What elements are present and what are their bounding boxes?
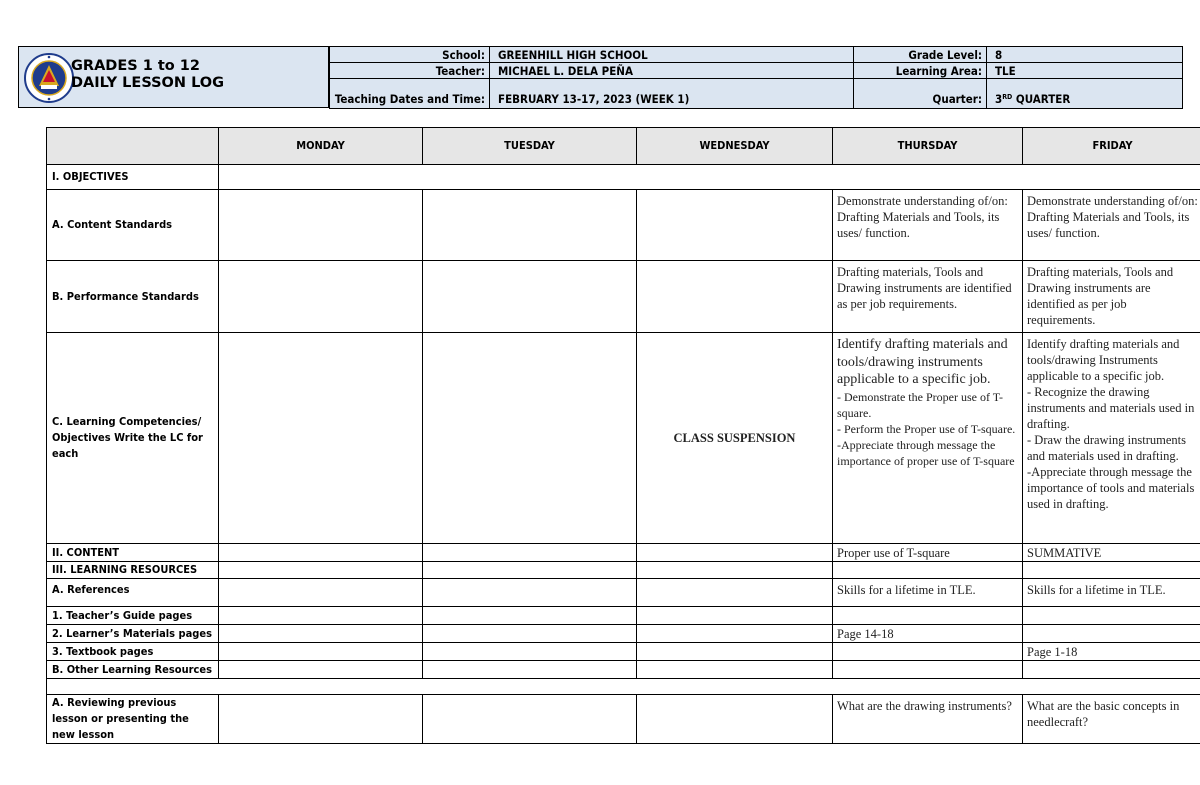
- tue-tg-pages: [423, 607, 637, 625]
- thu-competency-item-3: -Appreciate through message the importance of proper use of T-square: [837, 438, 1015, 469]
- title-line-2: DAILY LESSON LOG: [71, 75, 225, 91]
- table-row: [47, 165, 1200, 190]
- thu-tg-pages: [833, 607, 1023, 625]
- thu-competencies: [833, 333, 1023, 544]
- fri-performance-standards: Drafting materials, Tools and Drawing instruments are identified as per job requirements.: [1023, 261, 1200, 333]
- fri-content-standards: [1023, 190, 1200, 261]
- mon-lm-pages: [219, 625, 423, 643]
- grade-level-label: Grade Level:: [854, 47, 987, 63]
- thu-lm-pages: Page 14-18: [833, 625, 1023, 643]
- tue-textbook-pages: [423, 643, 637, 661]
- mon-references: [219, 579, 423, 607]
- fri-cs-line-1: Demonstrate understanding of/on:: [1027, 194, 1198, 208]
- thu-performance-standards: Drafting materials, Tools and Drawing instruments are identified as per job requirements.: [833, 261, 1023, 333]
- fri-cs-line-2: Drafting Materials and Tools, its uses/ function.: [1027, 210, 1190, 240]
- wed-content-standards: [637, 190, 833, 261]
- objectives-span-cell: [219, 165, 1200, 190]
- teaching-dates-value: FEBRUARY 13-17, 2023 (WEEK 1): [490, 79, 854, 109]
- tue-resources: [423, 562, 637, 579]
- quarter-word: QUARTER: [1012, 92, 1071, 106]
- row-label-textbook-pages: 3. Textbook pages: [47, 643, 219, 661]
- fri-textbook-pages: Page 1-18: [1023, 643, 1200, 661]
- thu-resources: [833, 562, 1023, 579]
- mon-reviewing: [219, 695, 423, 744]
- teaching-dates-label: Teaching Dates and Time:: [330, 79, 490, 109]
- tue-content-standards: [423, 190, 637, 261]
- day-thursday: THURSDAY: [833, 128, 1023, 165]
- day-tuesday: TUESDAY: [423, 128, 637, 165]
- thu-competency-item-2: - Perform the Proper use of T-square.: [837, 421, 1016, 436]
- thu-content-standards: [833, 190, 1023, 261]
- tue-lm-pages: [423, 625, 637, 643]
- wed-lm-pages: [637, 625, 833, 643]
- table-row: [47, 190, 1200, 261]
- table-row: [47, 695, 1200, 744]
- teacher-value: MICHAEL L. DELA PEÑA: [490, 63, 854, 79]
- thu-textbook-pages: [833, 643, 1023, 661]
- row-label-learning-resources: III. LEARNING RESOURCES: [47, 562, 219, 579]
- table-row: [47, 643, 1200, 661]
- tue-content: [423, 544, 637, 562]
- table-row: [47, 625, 1200, 643]
- thu-cs-line-2: Drafting Materials and Tools, its uses/ function.: [837, 210, 1000, 240]
- teacher-label: Teacher:: [330, 63, 490, 79]
- quarter-number: 3: [995, 92, 1003, 106]
- tue-competencies: [423, 333, 637, 544]
- thu-competency-main: Identify drafting materials and tools/drawing instruments applicable to a specific job.: [837, 337, 1008, 387]
- thu-reviewing: What are the drawing instruments?: [833, 695, 1023, 744]
- wed-reviewing: [637, 695, 833, 744]
- mon-competencies: [219, 333, 423, 544]
- fri-competency-item-3: -Appreciate through message the importance of tools and materials used in drafting.: [1027, 465, 1195, 511]
- table-row: [47, 562, 1200, 579]
- row-label-tg-pages: 1. Teacher’s Guide pages: [47, 607, 219, 625]
- page-title: [71, 58, 224, 92]
- quarter-ordinal: RD: [1002, 93, 1013, 101]
- grade-level-value: 8: [987, 47, 1183, 63]
- row-label-performance-standards: B. Performance Standards: [47, 261, 219, 333]
- daily-log-table: [46, 127, 1200, 744]
- table-row: [47, 607, 1200, 625]
- mon-performance-standards: [219, 261, 423, 333]
- day-header-row: [47, 128, 1200, 165]
- thu-references: Skills for a lifetime in TLE.: [833, 579, 1023, 607]
- thu-other-resources: [833, 661, 1023, 679]
- thu-cs-line-1: Demonstrate understanding of/on:: [837, 194, 1008, 208]
- mon-content: [219, 544, 423, 562]
- wed-resources: [637, 562, 833, 579]
- quarter-label: Quarter:: [854, 79, 987, 109]
- row-label-competencies: C. Learning Competencies/ Objectives Write the LC for each: [47, 333, 219, 544]
- table-row: [47, 679, 1200, 695]
- row-label-references: A. References: [47, 579, 219, 607]
- wed-tg-pages: [637, 607, 833, 625]
- row-label-content-standards: A. Content Standards: [47, 190, 219, 261]
- table-row: [47, 579, 1200, 607]
- fri-competency-item-1: - Recognize the drawing instruments and materials used in drafting.: [1027, 385, 1195, 431]
- school-label: School:: [330, 47, 490, 63]
- quarter-value: [987, 79, 1183, 109]
- tue-other-resources: [423, 661, 637, 679]
- school-value: GREENHILL HIGH SCHOOL: [490, 47, 854, 63]
- mon-textbook-pages: [219, 643, 423, 661]
- header-title-box: [18, 46, 329, 108]
- learning-area-value: TLE: [987, 63, 1183, 79]
- fri-competencies: [1023, 333, 1200, 544]
- header-info-table: [329, 46, 1183, 109]
- fri-lm-pages: [1023, 625, 1200, 643]
- procedures-divider-row: [47, 679, 1200, 695]
- wed-content: [637, 544, 833, 562]
- mon-other-resources: [219, 661, 423, 679]
- wed-class-suspension: CLASS SUSPENSION: [637, 333, 833, 544]
- fri-reviewing: What are the basic concepts in needlecraft?: [1023, 695, 1200, 744]
- tue-references: [423, 579, 637, 607]
- mon-content-standards: [219, 190, 423, 261]
- tue-performance-standards: [423, 261, 637, 333]
- fri-references: Skills for a lifetime in TLE.: [1023, 579, 1200, 607]
- row-label-other-resources: B. Other Learning Resources: [47, 661, 219, 679]
- title-line-1: GRADES 1 to 12: [71, 58, 200, 74]
- day-wednesday: WEDNESDAY: [637, 128, 833, 165]
- table-row: [47, 661, 1200, 679]
- learning-area-label: Learning Area:: [854, 63, 987, 79]
- fri-competency-item-2: - Draw the drawing instruments and materials used in drafting.: [1027, 433, 1186, 463]
- tue-reviewing: [423, 695, 637, 744]
- thu-competency-item-1: - Demonstrate the Proper use of T-square.: [837, 389, 1003, 420]
- fri-competency-main: Identify drafting materials and tools/drawing Instruments applicable to a specific job.: [1027, 337, 1180, 383]
- table-row: [47, 261, 1200, 333]
- fri-resources: [1023, 562, 1200, 579]
- row-label-reviewing: A. Reviewing previous lesson or presenting the new lesson: [47, 695, 219, 744]
- wed-textbook-pages: [637, 643, 833, 661]
- fri-tg-pages: [1023, 607, 1200, 625]
- table-row: [47, 333, 1200, 544]
- mon-resources: [219, 562, 423, 579]
- wed-references: [637, 579, 833, 607]
- thu-content: Proper use of T-square: [833, 544, 1023, 562]
- wed-other-resources: [637, 661, 833, 679]
- wed-performance-standards: [637, 261, 833, 333]
- fri-content: SUMMATIVE: [1023, 544, 1200, 562]
- mon-tg-pages: [219, 607, 423, 625]
- row-label-lm-pages: 2. Learner’s Materials pages: [47, 625, 219, 643]
- day-friday: FRIDAY: [1023, 128, 1200, 165]
- row-label-content: II. CONTENT: [47, 544, 219, 562]
- fri-other-resources: [1023, 661, 1200, 679]
- day-monday: MONDAY: [219, 128, 423, 165]
- corner-cell: [47, 128, 219, 165]
- row-label-objectives: I. OBJECTIVES: [47, 165, 219, 190]
- table-row: [47, 544, 1200, 562]
